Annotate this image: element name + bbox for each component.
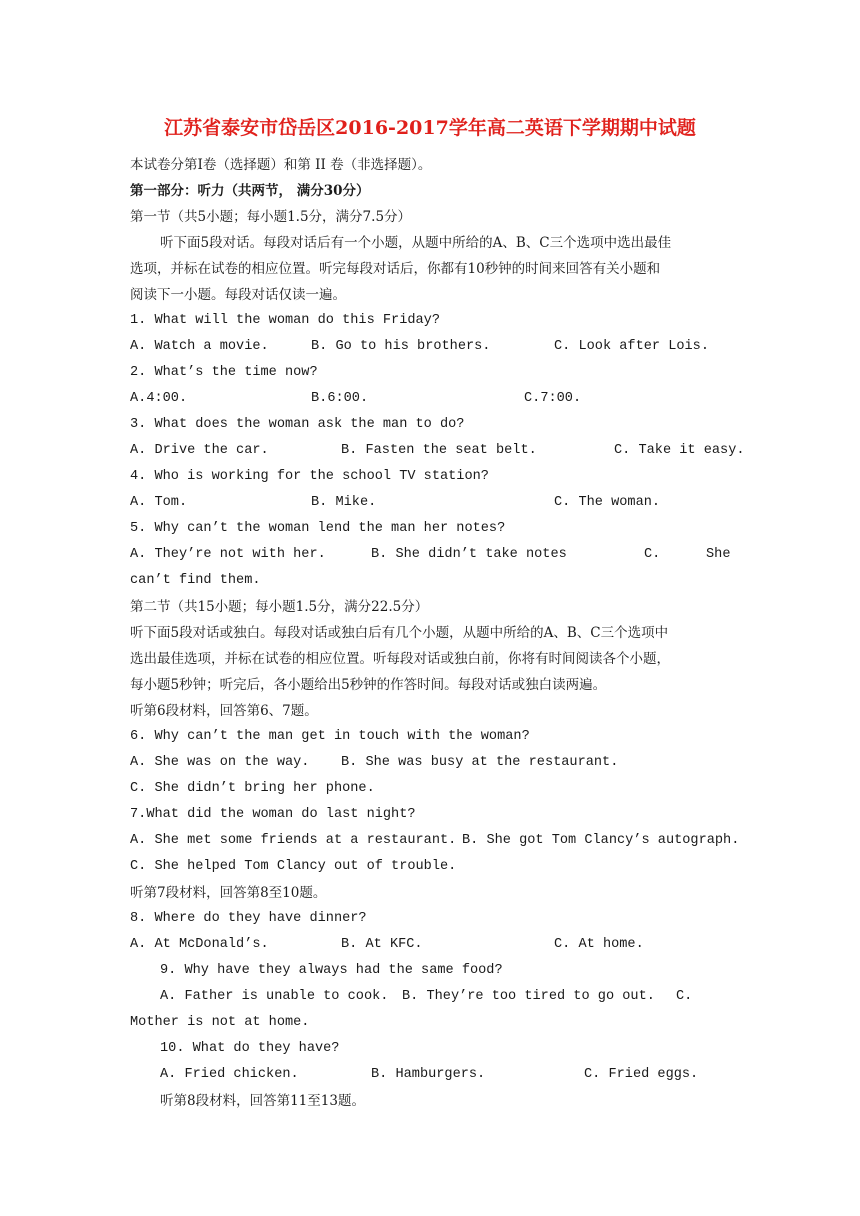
option-b: B. Go to his brothers.: [311, 339, 491, 354]
option-c: C. Fried eggs.: [584, 1067, 699, 1082]
option-a: A.4:00.: [130, 391, 188, 406]
question-9-option-c-continued: Mother is not at home.: [130, 1015, 310, 1030]
option-c: C. Take it easy.: [614, 443, 745, 458]
section2-instruction-line: 听下面5段对话或独白。每段对话或独白后有几个小题，从题中所给的A、B、C三个选项中: [130, 625, 669, 641]
option-c: C. At home.: [554, 937, 644, 952]
question-6-options: [130, 751, 731, 775]
intro-line: 本试卷分第Ⅰ卷（选择题）和第 II 卷（非选择题）。: [130, 157, 432, 173]
option-b: B. At KFC.: [341, 937, 423, 952]
material-6-label: 听第6段材料，回答第6、7题。: [130, 703, 318, 719]
option-b: B. She was busy at the restaurant.: [341, 755, 619, 770]
document-title: 江苏省泰安市岱岳区2016-2017学年高二英语下学期期中试题: [164, 117, 696, 139]
material-8-label: 听第8段材料，回答第11至13题。: [160, 1093, 365, 1109]
option-a: A. She met some friends at a restaurant.: [130, 833, 457, 848]
section1-heading: 第一节（共5小题；每小题1.5分，满分7.5分）: [130, 209, 412, 225]
question-4-options: [130, 491, 731, 515]
question-10-stem: 10. What do they have?: [160, 1041, 340, 1056]
option-a: A. Drive the car.: [130, 443, 269, 458]
option-a: A. At McDonald’s.: [130, 937, 269, 952]
question-8-options: [130, 933, 731, 957]
question-2-options: [130, 387, 731, 411]
option-c: C. The woman.: [554, 495, 661, 510]
question-8-stem: 8. Where do they have dinner?: [130, 911, 367, 926]
section2-instruction-line: 每小题5秒钟；听完后，各小题给出5秒钟的作答时间。每段对话或独白读两遍。: [130, 677, 607, 693]
question-10-options: [160, 1063, 731, 1087]
option-c: C.: [676, 989, 693, 1004]
option-b: B. Mike.: [311, 495, 377, 510]
option-c-text: She: [706, 547, 731, 562]
option-a: A. Father is unable to cook.: [160, 989, 389, 1004]
question-5-stem: 5. Why can’t the woman lend the man her notes?: [130, 521, 506, 536]
question-3-options: [130, 439, 745, 463]
question-7-options: [130, 829, 740, 853]
question-3-stem: 3. What does the woman ask the man to do?: [130, 417, 465, 432]
option-c: C. Look after Lois.: [554, 339, 709, 354]
option-c: C.7:00.: [524, 391, 582, 406]
section1-instruction-line: 阅读下一小题。每段对话仅读一遍。: [130, 287, 346, 303]
question-4-stem: 4. Who is working for the school TV station?: [130, 469, 489, 484]
question-6-option-c: C. She didn’t bring her phone.: [130, 781, 375, 796]
section1-instruction-line: 听下面5段对话。每段对话后有一个小题，从题中所给的A、B、C三个选项中选出最佳: [160, 235, 672, 251]
option-a: A. Watch a movie.: [130, 339, 269, 354]
option-b: B.6:00.: [311, 391, 369, 406]
question-5-option-c-continued: can’t find them.: [130, 573, 261, 588]
section2-instruction-line: 选出最佳选项，并标在试卷的相应位置。听每段对话或独白前，你将有时间阅读各个小题，: [130, 651, 670, 667]
option-a: A. Fried chicken.: [160, 1067, 299, 1082]
question-2-stem: 2. What’s the time now?: [130, 365, 318, 380]
part1-heading: 第一部分：听力（共两节， 满分30分）: [130, 183, 370, 199]
option-b: B. Fasten the seat belt.: [341, 443, 537, 458]
section2-heading: 第二节（共15小题；每小题1.5分，满分22.5分）: [130, 599, 429, 615]
material-7-label: 听第7段材料，回答第8至10题。: [130, 885, 327, 901]
question-1-options: [130, 335, 731, 359]
question-6-stem: 6. Why can’t the man get in touch with the woman?: [130, 729, 530, 744]
question-7-option-c: C. She helped Tom Clancy out of trouble.: [130, 859, 457, 874]
option-a: A. Tom.: [130, 495, 188, 510]
question-7-stem: 7.What did the woman do last night?: [130, 807, 416, 822]
question-9-options: [160, 985, 731, 1009]
option-b: B. She didn’t take notes: [371, 547, 567, 562]
option-c: C.: [644, 547, 661, 562]
option-a: A. She was on the way.: [130, 755, 310, 770]
option-b: B. She got Tom Clancy’s autograph.: [462, 833, 740, 848]
question-9-stem: 9. Why have they always had the same food?: [160, 963, 503, 978]
question-5-options: [130, 543, 731, 567]
option-a: A. They’re not with her.: [130, 547, 326, 562]
option-b: B. They’re too tired to go out.: [402, 989, 655, 1004]
option-b: B. Hamburgers.: [371, 1067, 486, 1082]
question-1-stem: 1. What will the woman do this Friday?: [130, 313, 440, 328]
section1-instruction-line: 选项，并标在试卷的相应位置。听完每段对话后，你都有10秒钟的时间来回答有关小题和: [130, 261, 661, 277]
